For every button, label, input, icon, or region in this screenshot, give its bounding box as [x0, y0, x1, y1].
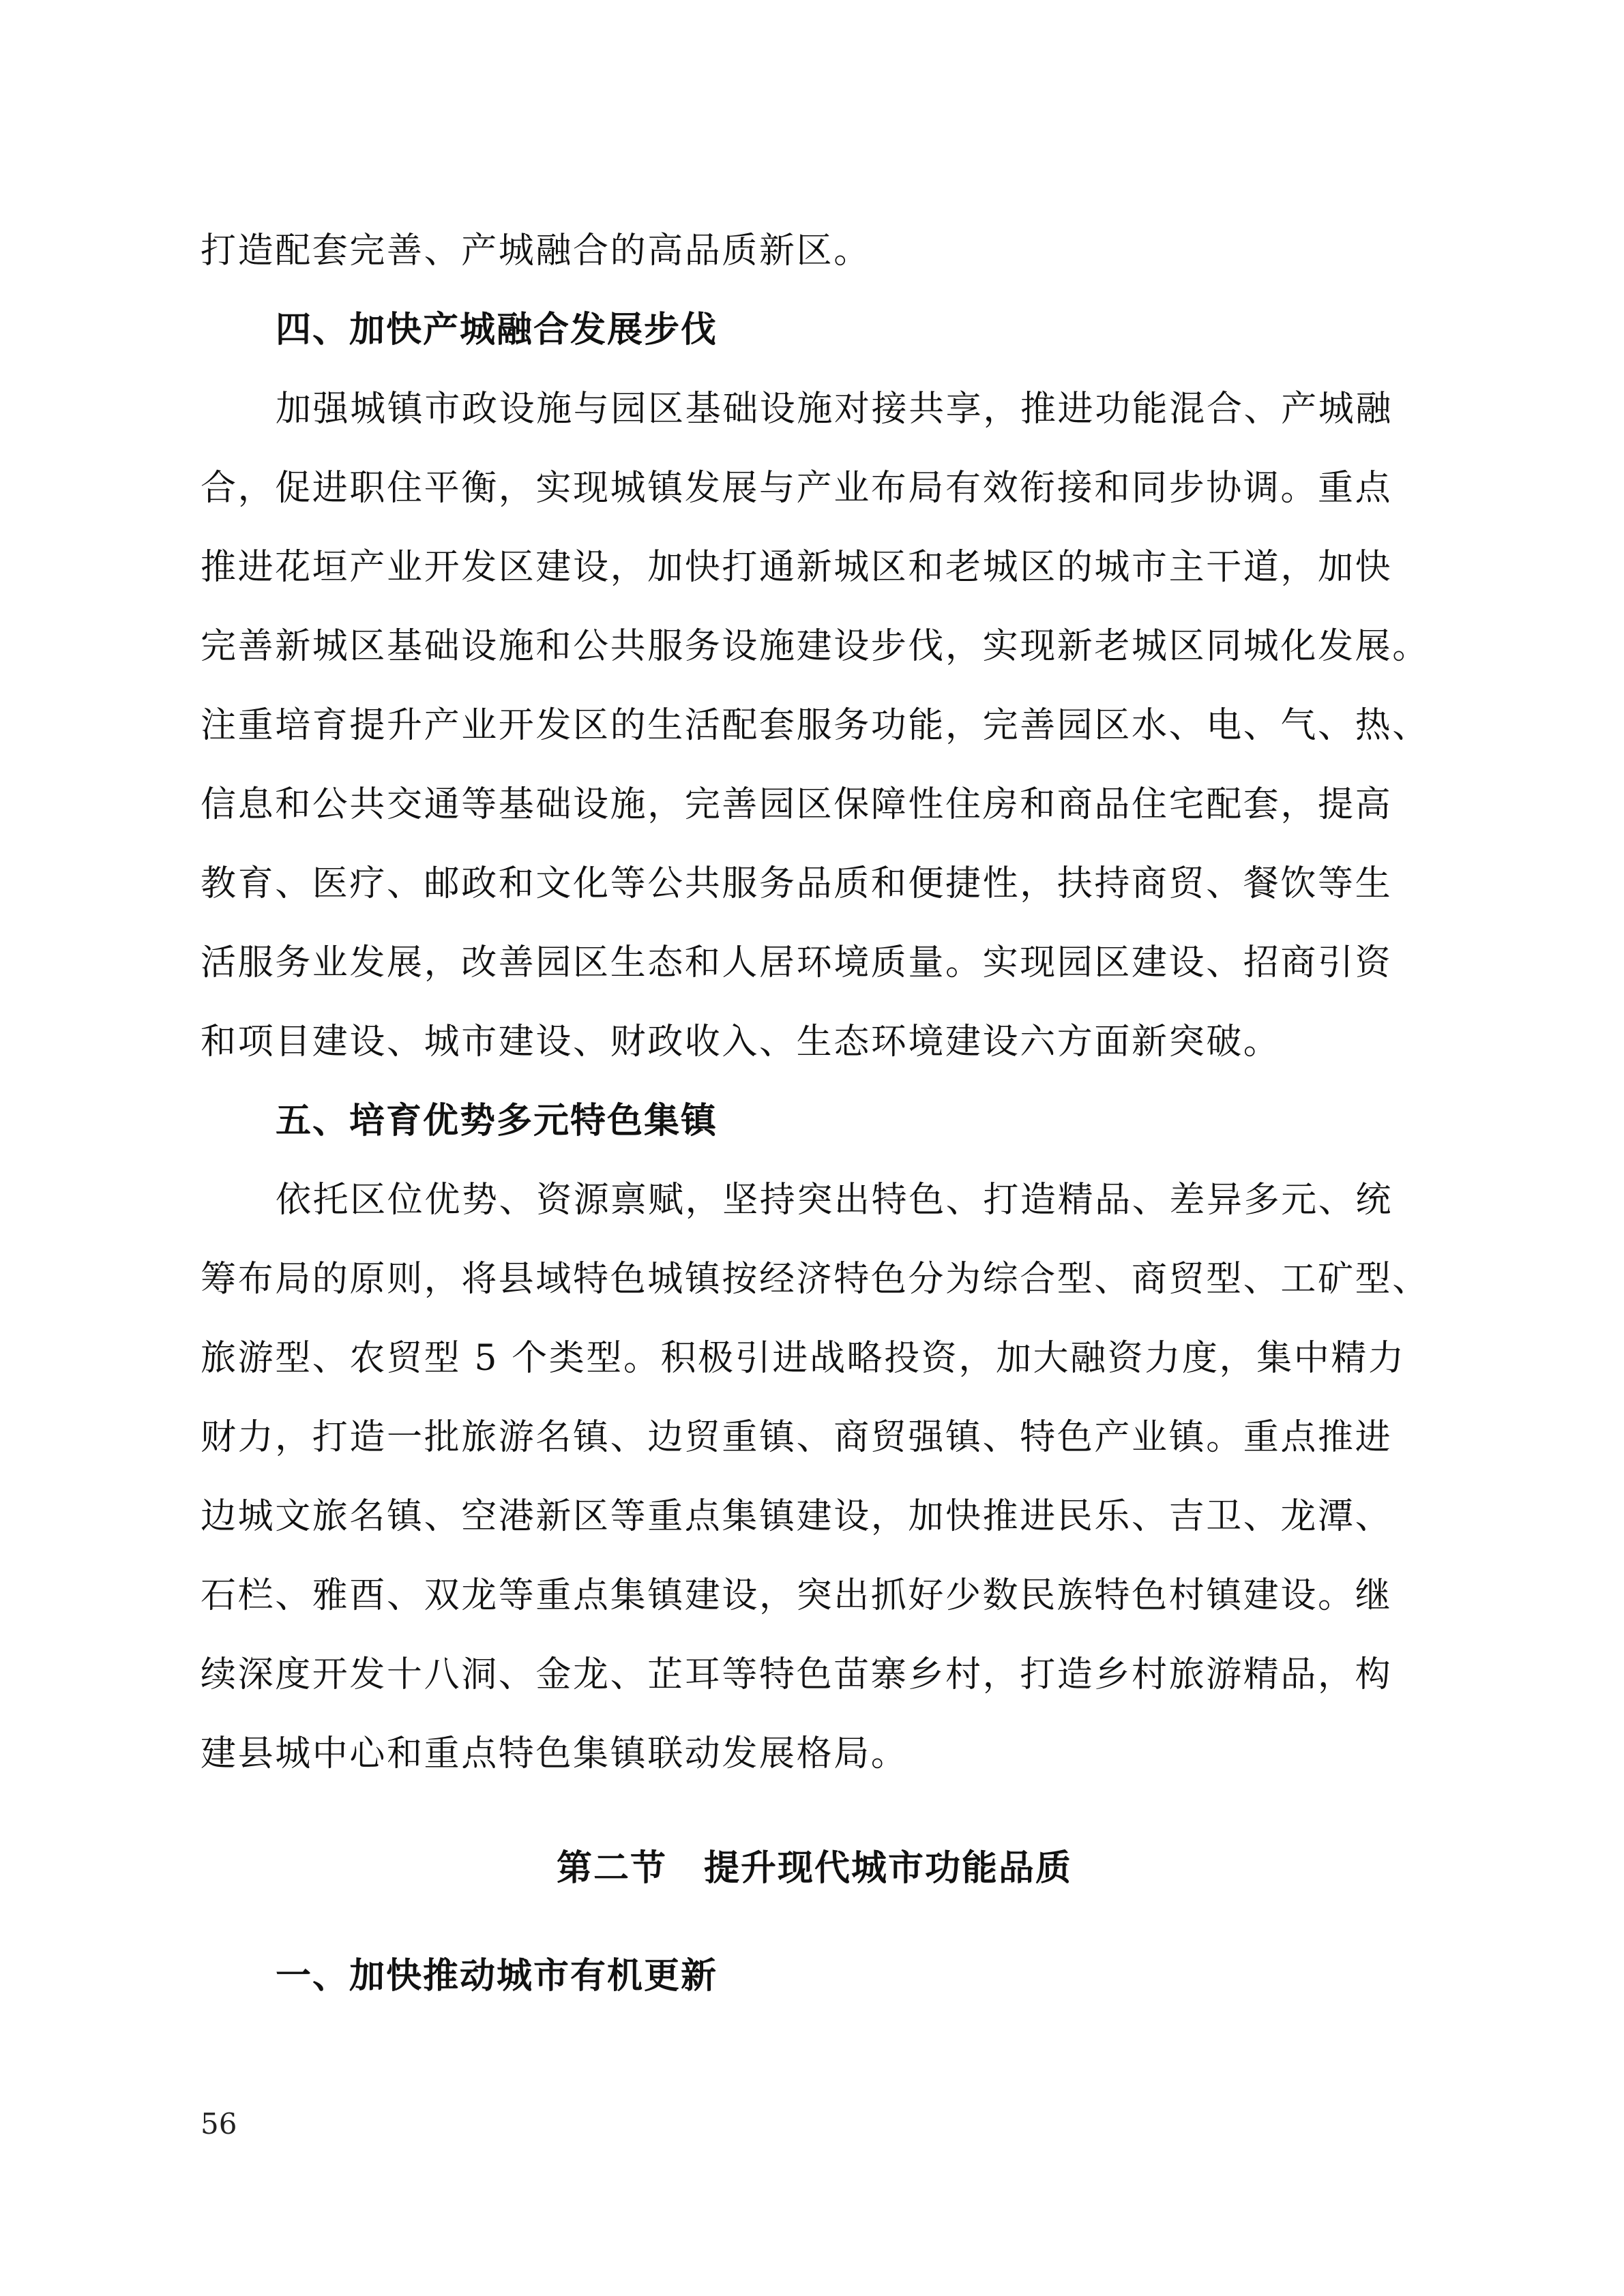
- subsection-heading: 一、加快推动城市有机更新: [276, 1956, 718, 1997]
- paragraph-section-5: [201, 1161, 1428, 1793]
- paragraph-line: 续深度开发十八洞、金龙、芷耳等特色苗寨乡村，打造乡村旅游精品，构: [201, 1654, 1393, 1695]
- paragraph-line: 边城文旅名镇、空港新区等重点集镇建设，加快推进民乐、吉卫、龙潭、: [201, 1496, 1393, 1537]
- page-number: 56: [201, 2107, 237, 2141]
- paragraph-section-4: [201, 370, 1428, 1082]
- paragraph-line: 活服务业发展，改善园区生态和人居环境质量。实现园区建设、招商引资: [201, 942, 1393, 983]
- paragraph-line: 和项目建设、城市建设、财政收入、生态环境建设六方面新突破。: [201, 1022, 1281, 1062]
- paragraph-line: 筹布局的原则，将县域特色城镇按经济特色分为综合型、商贸型、工矿型、: [201, 1259, 1430, 1300]
- paragraph-line: 财力，打造一批旅游名镇、边贸重镇、商贸强镇、特色产业镇。重点推进: [201, 1417, 1393, 1458]
- section-title: 第二节 提升现代城市功能品质: [556, 1848, 1072, 1889]
- paragraph-line: 合，促进职住平衡，实现城镇发展与产业布局有效衔接和同步协调。重点: [201, 468, 1393, 509]
- paragraph-line: 加强城镇市政设施与园区基础设施对接共享，推进功能混合、产城融: [276, 389, 1393, 430]
- paragraph-line: 打造配套完善、产城融合的高品质新区。: [201, 230, 871, 271]
- section-heading-5: 五、培育优势多元特色集镇: [276, 1101, 718, 1142]
- paragraph-line: 建县城中心和重点特色集镇联动发展格局。: [201, 1733, 909, 1774]
- paragraph-line: 石栏、雅酉、双龙等重点集镇建设，突出抓好少数民族特色村镇建设。继: [201, 1575, 1393, 1616]
- paragraph-line: 完善新城区基础设施和公共服务设施建设步伐，实现新老城区同城化发展。: [201, 626, 1430, 667]
- document-body: [201, 211, 1428, 2016]
- paragraph-line: 推进花垣产业开发区建设，加快打通新城区和老城区的城市主干道，加快: [201, 547, 1393, 588]
- paragraph-line: 注重培育提升产业开发区的生活配套服务功能，完善园区水、电、气、热、: [201, 705, 1430, 746]
- paragraph-line: 信息和公共交通等基础设施，完善园区保障性住房和商品住宅配套，提高: [201, 784, 1393, 825]
- paragraph-line: 依托区位优势、资源禀赋，坚持突出特色、打造精品、差异多元、统: [276, 1180, 1393, 1221]
- paragraph-line: 旅游型、农贸型 5 个类型。积极引进战略投资，加大融资力度，集中精力: [201, 1338, 1406, 1379]
- paragraph-line: 教育、医疗、邮政和文化等公共服务品质和便捷性，扶持商贸、餐饮等生: [201, 863, 1393, 904]
- section-heading-4: 四、加快产城融合发展步伐: [276, 310, 718, 351]
